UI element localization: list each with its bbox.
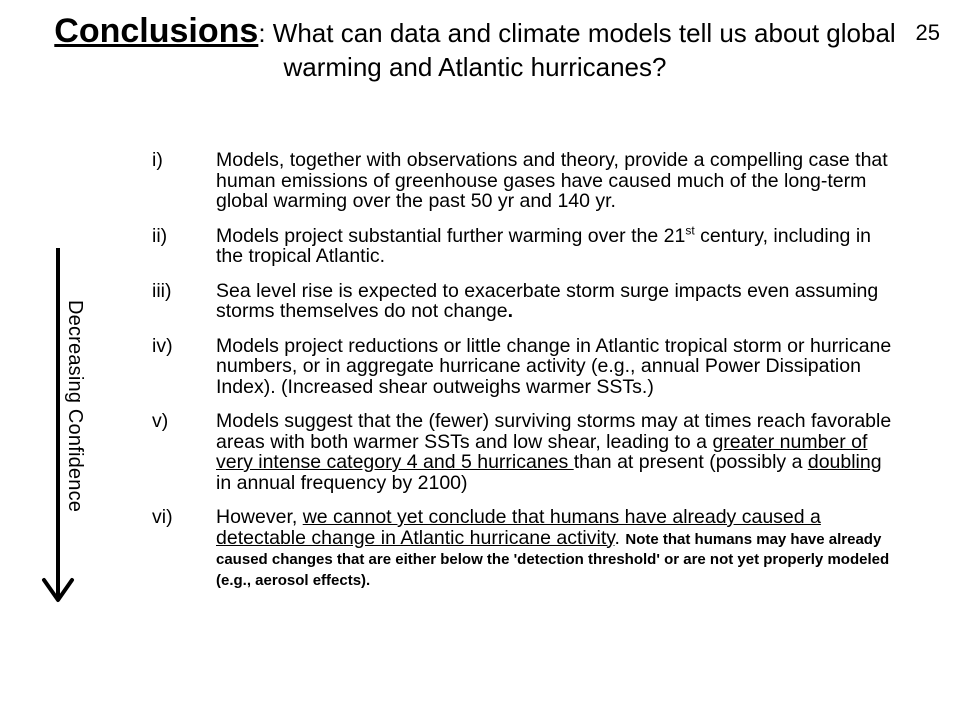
item-text-part: than at present (possibly a [573,451,808,473]
item-text [216,281,892,322]
list-item [152,150,892,212]
item-number: v) [152,410,169,432]
title-subtitle: What can data and climate models tell us about global warming and Atlantic hurricanes? [272,18,896,82]
title-main: Conclusions [54,12,259,50]
item-text [216,223,892,267]
list-item [152,223,892,267]
underlined-text: we cannot yet conclude that humans have already caused a detectable change in Atlantic hurricane activity [216,506,821,549]
note-text: Note that humans may have already caused changes that are either below the 'detection threshold' or are not yet properly modeled (e.g., aerosol effects). [216,530,890,589]
underlined-text: greater number of very intense category 4 and 5 hurricanes [216,430,868,473]
page-title [40,14,910,84]
superscript: st [685,223,695,237]
item-text-part: Sea level rise is expected to exacerbate storm surge impacts even assuming storms themselves do not change [216,279,879,322]
item-text-part: However, [216,506,303,528]
item-text-part: in annual frequency by 2100) [216,471,468,494]
item-text-part: Models suggest that the (fewer) surviving storms may at times reach favorable areas with both warmer SSTs and low shear, leading to a [216,410,892,453]
item-number: iii) [152,279,172,302]
item-text: Models project reductions or little change in Atlantic tropical storm or hurricane numbers, or in aggregate hurricane activity (e.g., annual Power Dissipation Index). (Increased shear outweighs warmer SSTs.) [216,334,892,398]
side-label: Decreasing Confidence [64,300,86,513]
underlined-text: doubling [807,451,882,473]
list-item [152,336,892,398]
conclusions-list [152,150,892,603]
page-number: 25 [915,20,940,45]
item-text: Models, together with observations and theory, provide a compelling case that human emissions of greenhouse gases have caused much of the long-term global warming over the past 50 yr and 140 yr. [216,149,888,212]
item-number: iv) [152,334,173,357]
item-text-part: century, including in the tropical Atlantic. [216,224,871,267]
list-item [152,507,892,589]
list-item [152,281,892,322]
list-item [152,411,892,493]
item-text [216,507,892,589]
item-text-part: . [614,526,626,549]
bold-period: . [507,300,513,322]
item-number: ii) [152,224,168,247]
item-number: i) [152,149,163,171]
item-text [216,411,892,493]
item-text-part: Models project substantial further warming over the 21 [216,224,686,247]
title-separator: : [258,18,273,48]
item-number: vi) [152,506,173,528]
